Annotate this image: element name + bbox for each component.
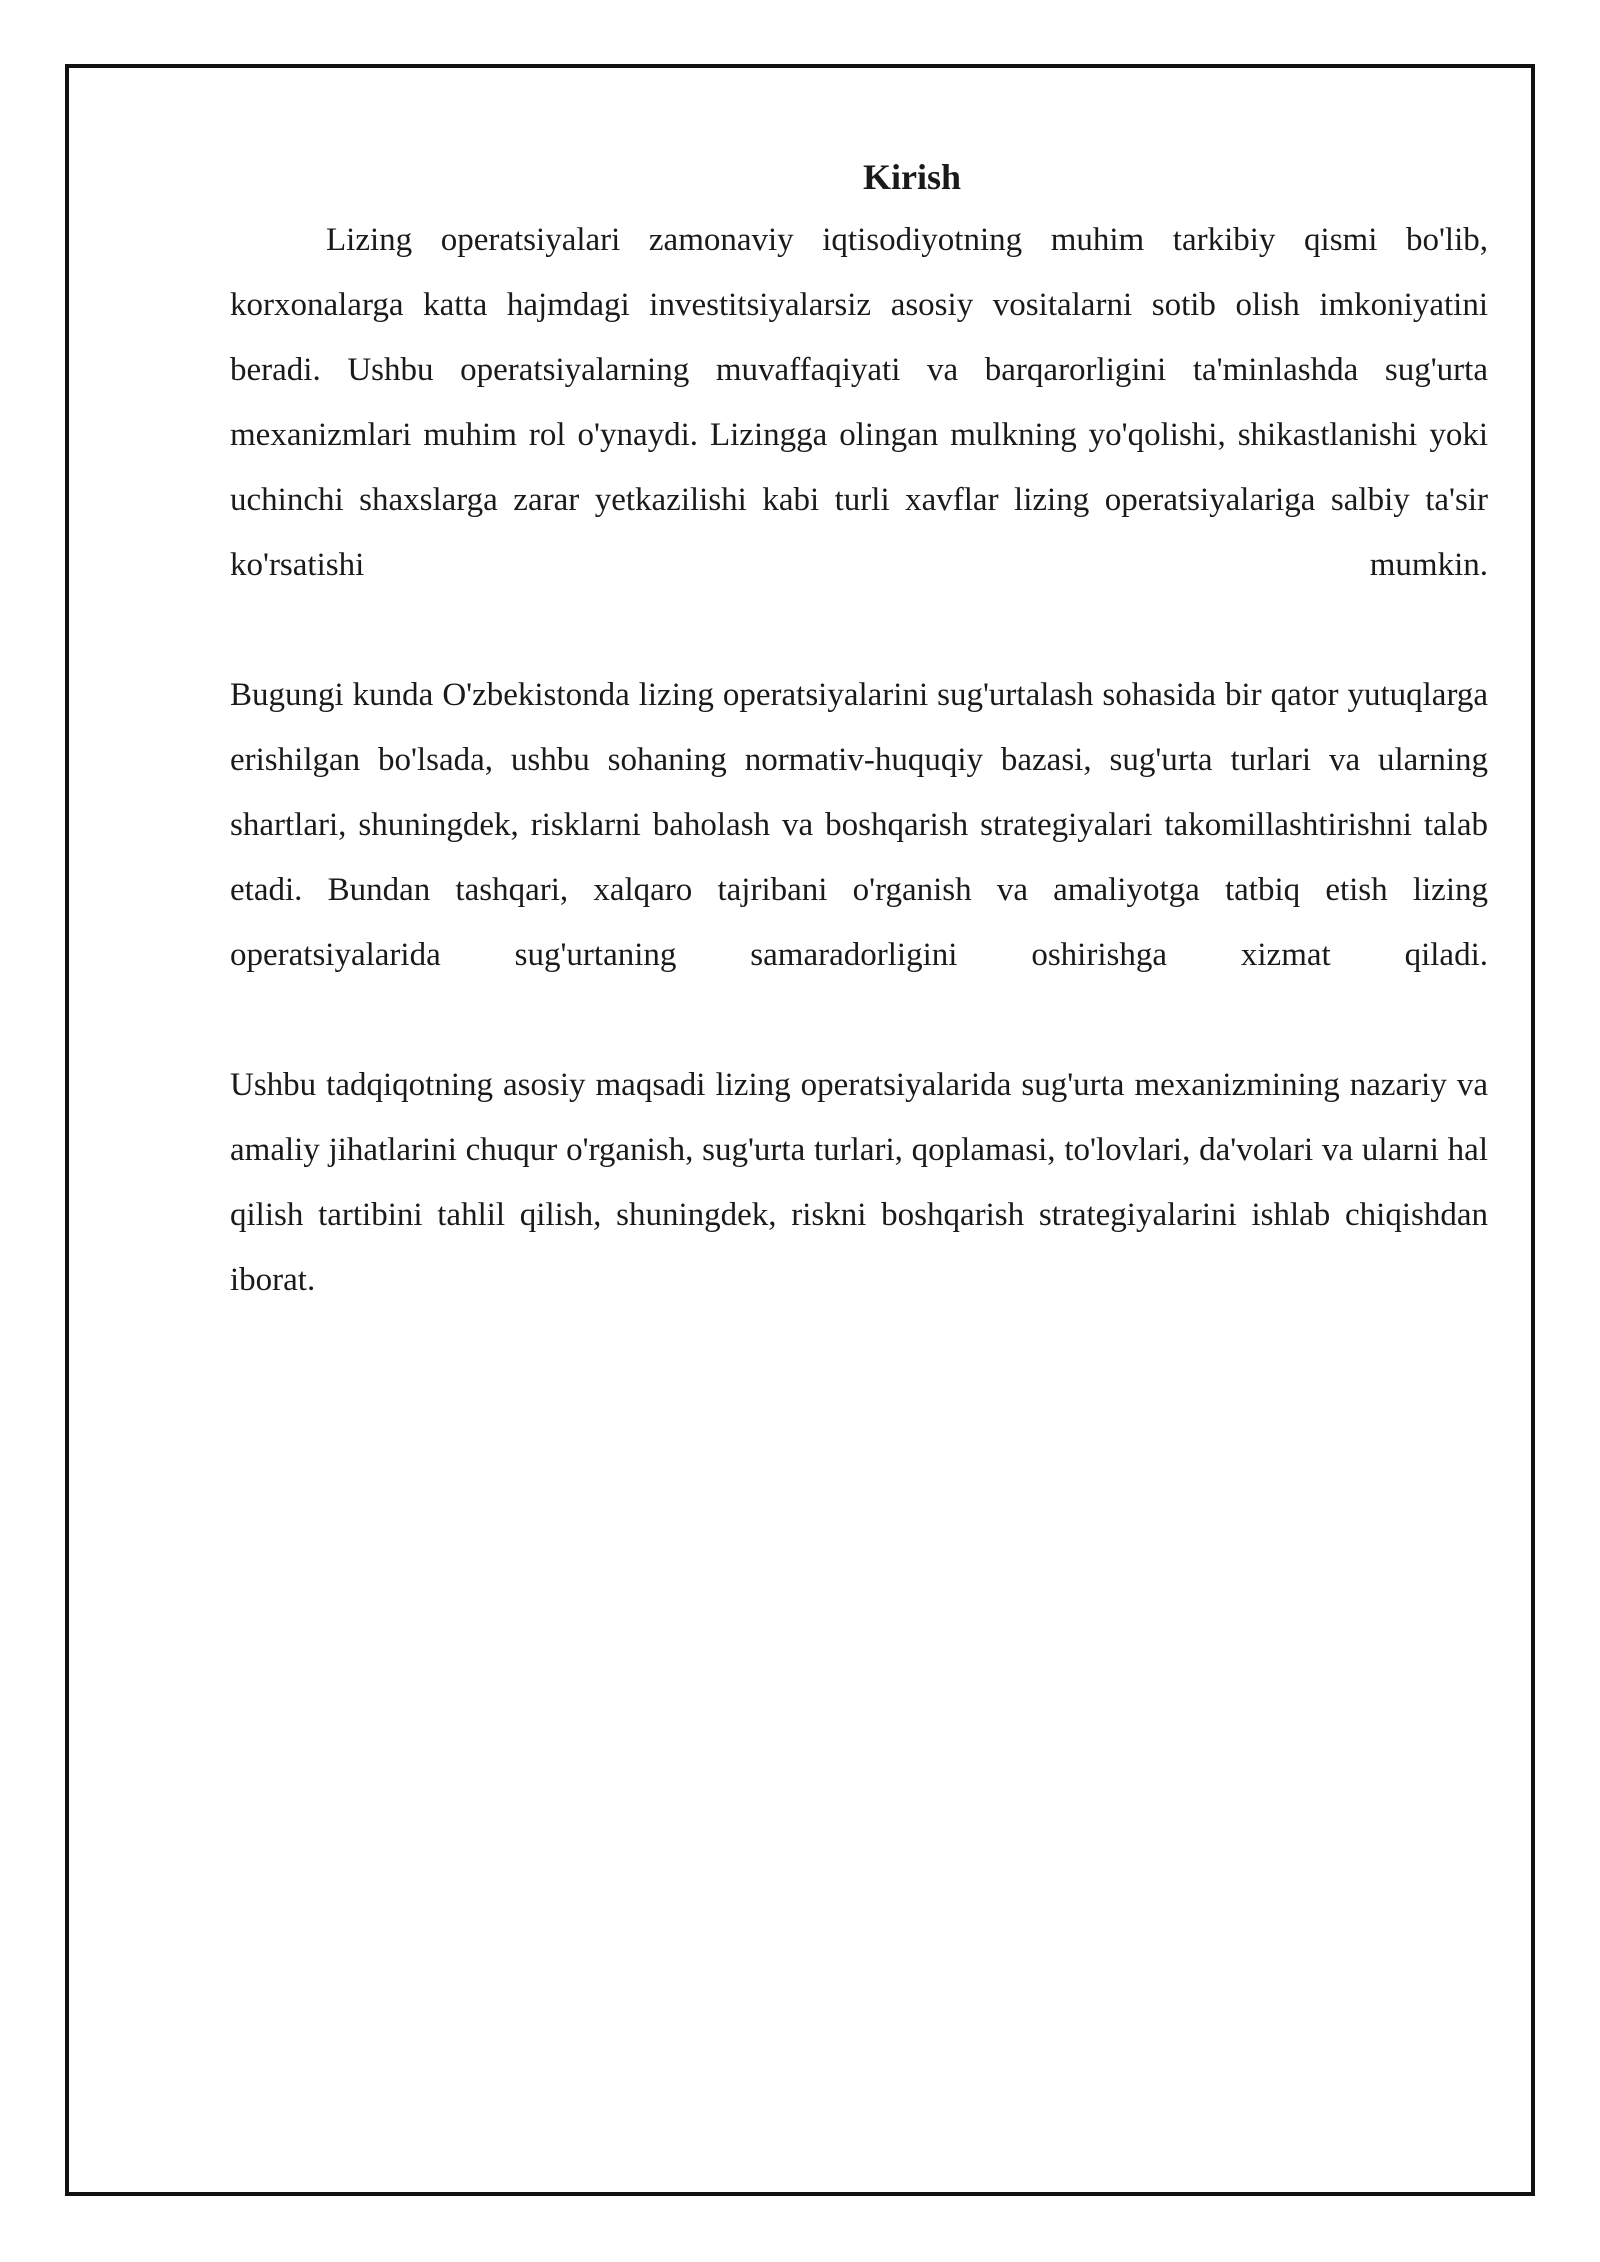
section-title: Kirish [862,157,961,197]
document-body [230,150,1488,1313]
paragraph-spacer [230,988,1488,1053]
paragraph-spacer [230,598,1488,663]
paragraph-intro: Lizing operatsiyalari zamonaviy iqtisodiyotning muhim tarkibiy qismi bo'lib, korxonalarga katta hajmdagi investitsiyalarsiz asosiy vositalarni sotib olish imkoniyatini beradi. Ushbu operatsiyalarning muvaffaqiyati va barqarorligini ta'minlashda sug'urta mexanizmlari muhim rol o'ynaydi. Lizingga olingan mulkning yo'qolishi, shikastlanishi yoki uchinchi shaxslarga zarar yetkazilishi kabi turli xavflar lizing operatsiyalariga salbiy ta'sir ko'rsatishi mumkin. [230,222,1488,583]
paragraph-current-state: Bugungi kunda O'zbekistonda lizing operatsiyalarini sug'urtalash sohasida bir qator yutuqlarga erishilgan bo'lsada, ushbu sohaning normativ-huquqiy bazasi, sug'urta turlari va ularning shartlari, shuningdek, risklarni baholash va boshqarish strategiyalari takomillashtirishni talab etadi. Bundan tashqari, xalqaro tajribani o'rganish va amaliyotga tatbiq etish lizing operatsiyalarida sug'urtaning samaradorligini oshirishga xizmat qiladi. [230,677,1488,973]
paragraph-research-goal: Ushbu tadqiqotning asosiy maqsadi lizing operatsiyalarida sug'urta mexanizmining nazariy va amaliy jihatlarini chuqur o'rganish, sug'urta turlari, qoplamasi, to'lovlari, da'volari va ularni hal qilish tartibini tahlil qilish, shuningdek, riskni boshqarish strategiyalarini ishlab chiqishdan iborat. [230,1067,1488,1298]
